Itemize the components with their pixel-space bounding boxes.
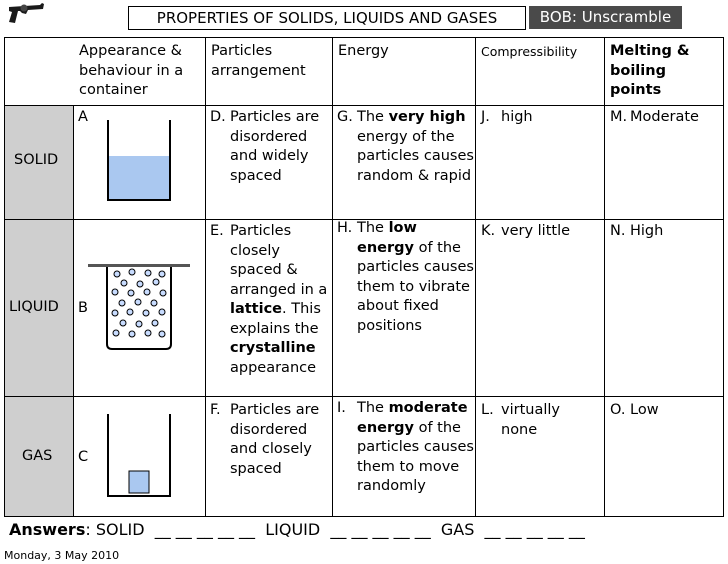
header-particles: Particles arrangement	[211, 43, 306, 79]
bob-badge: BOB: Unscramble	[529, 6, 682, 29]
col-divider	[475, 37, 476, 517]
header-melting: Melting & boiling points	[610, 43, 690, 98]
solid-beaker	[100, 112, 180, 208]
liquid-beaker	[88, 258, 190, 354]
page-title: PROPERTIES OF SOLIDS, LIQUIDS AND GASES	[128, 6, 526, 30]
state-liquid: LIQUID	[9, 299, 59, 315]
state-solid: SOLID	[14, 152, 59, 168]
col-divider	[205, 37, 206, 517]
row-divider	[4, 396, 724, 397]
header-compressibility: Compressibility	[481, 44, 578, 59]
row-divider	[4, 105, 724, 106]
date-footer: Monday, 3 May 2010	[4, 549, 120, 562]
header-energy: Energy	[338, 43, 389, 59]
letter-a: A	[78, 109, 88, 125]
header-appearance: Appearance & behaviour in a container	[79, 43, 184, 98]
state-gas: GAS	[22, 448, 53, 464]
gas-beaker	[100, 410, 180, 510]
revolver-icon	[6, 2, 46, 28]
col-divider	[73, 105, 74, 517]
col-divider	[604, 37, 605, 517]
answers-line: Answers: SOLID __ __ __ __ __ LIQUID __ __ __ __ __ GAS __ __ __ __ __	[9, 520, 585, 539]
letter-b: B	[78, 300, 88, 316]
letter-c: C	[78, 449, 89, 465]
